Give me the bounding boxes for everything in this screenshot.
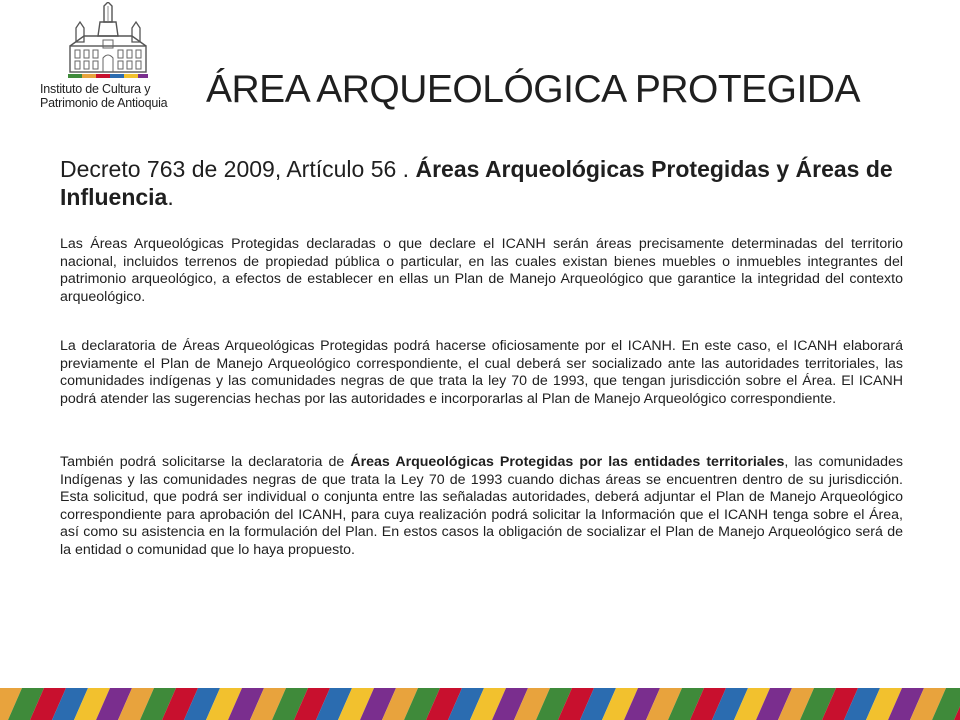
- decree-period: .: [167, 184, 174, 210]
- institute-logo: [38, 2, 178, 110]
- paragraph-territorial-request: [60, 454, 903, 560]
- page-title: ÁREA ARQUEOLÓGICA PROTEGIDA: [206, 68, 861, 111]
- decorative-color-stripes: [0, 682, 960, 720]
- paragraph-3-emphasis: Áreas Arqueológicas Protegidas por las entidades territoriales: [350, 454, 785, 470]
- decree-reference: Decreto 763 de 2009, Artículo 56 .: [60, 156, 416, 182]
- paragraph-3-start: También podrá solicitarse la declaratoria de: [60, 454, 351, 470]
- paragraph-definition: Las Áreas Arqueológicas Protegidas declaradas o que declare el ICANH serán áreas precisamente determinadas del territorio nacional, incluidos terrenos de propiedad pública o particular, en las cuales existan bienes muebles o inmuebles integrantes del patrimonio arqueológico, a efectos de establecer en ellas un Plan de Manejo Arqueológico que garantice la integridad del contexto arqueológico.: [60, 236, 903, 305]
- decree-heading: [60, 155, 910, 211]
- logo-text-line-2: Patrimonio de Antioquia: [40, 96, 168, 110]
- paragraph-3-end: , las comunidades Indígenas y las comunidades negras de que trata la Ley 70 de 1993 cuando dichas áreas se encuentren dentro de su jurisdicción. Esta solicitud, que podrá ser individual o conjunta entre las señaladas autoridades, deberá adjuntar el Plan de Manejo Arqueológico correspondiente para aprobación del ICANH, para cuya realización podrá solicitar la Información que el ICANH tenga sobre el Área, así como su asistencia en la formulación del Plan. En estos casos la obligación de socializar el Plan de Manejo Arqueológico será de la entidad o comunidad que lo haya propuesto.: [60, 454, 903, 558]
- palace-building-icon: [66, 2, 150, 80]
- logo-text-line-1: Instituto de Cultura y: [40, 82, 151, 96]
- decree-topic: Áreas Arqueológicas Protegidas y Áreas de Influencia: [60, 156, 893, 210]
- paragraph-icanh-declaration: La declaratoria de Áreas Arqueológicas Protegidas podrá hacerse oficiosamente por el ICANH. En este caso, el ICANH elaborará previamente el Plan de Manejo Arqueológico correspondiente, el cual deberá ser socializado ante las autoridades territoriales, las comunidades indígenas y las comunidades negras de que trata la ley 70 de 1993, que tengan jurisdicción sobre el Área. El ICANH podrá atender las sugerencias hechas por las autoridades e incorporarlas al Plan de Manejo Arqueológico correspondiente.: [60, 338, 903, 407]
